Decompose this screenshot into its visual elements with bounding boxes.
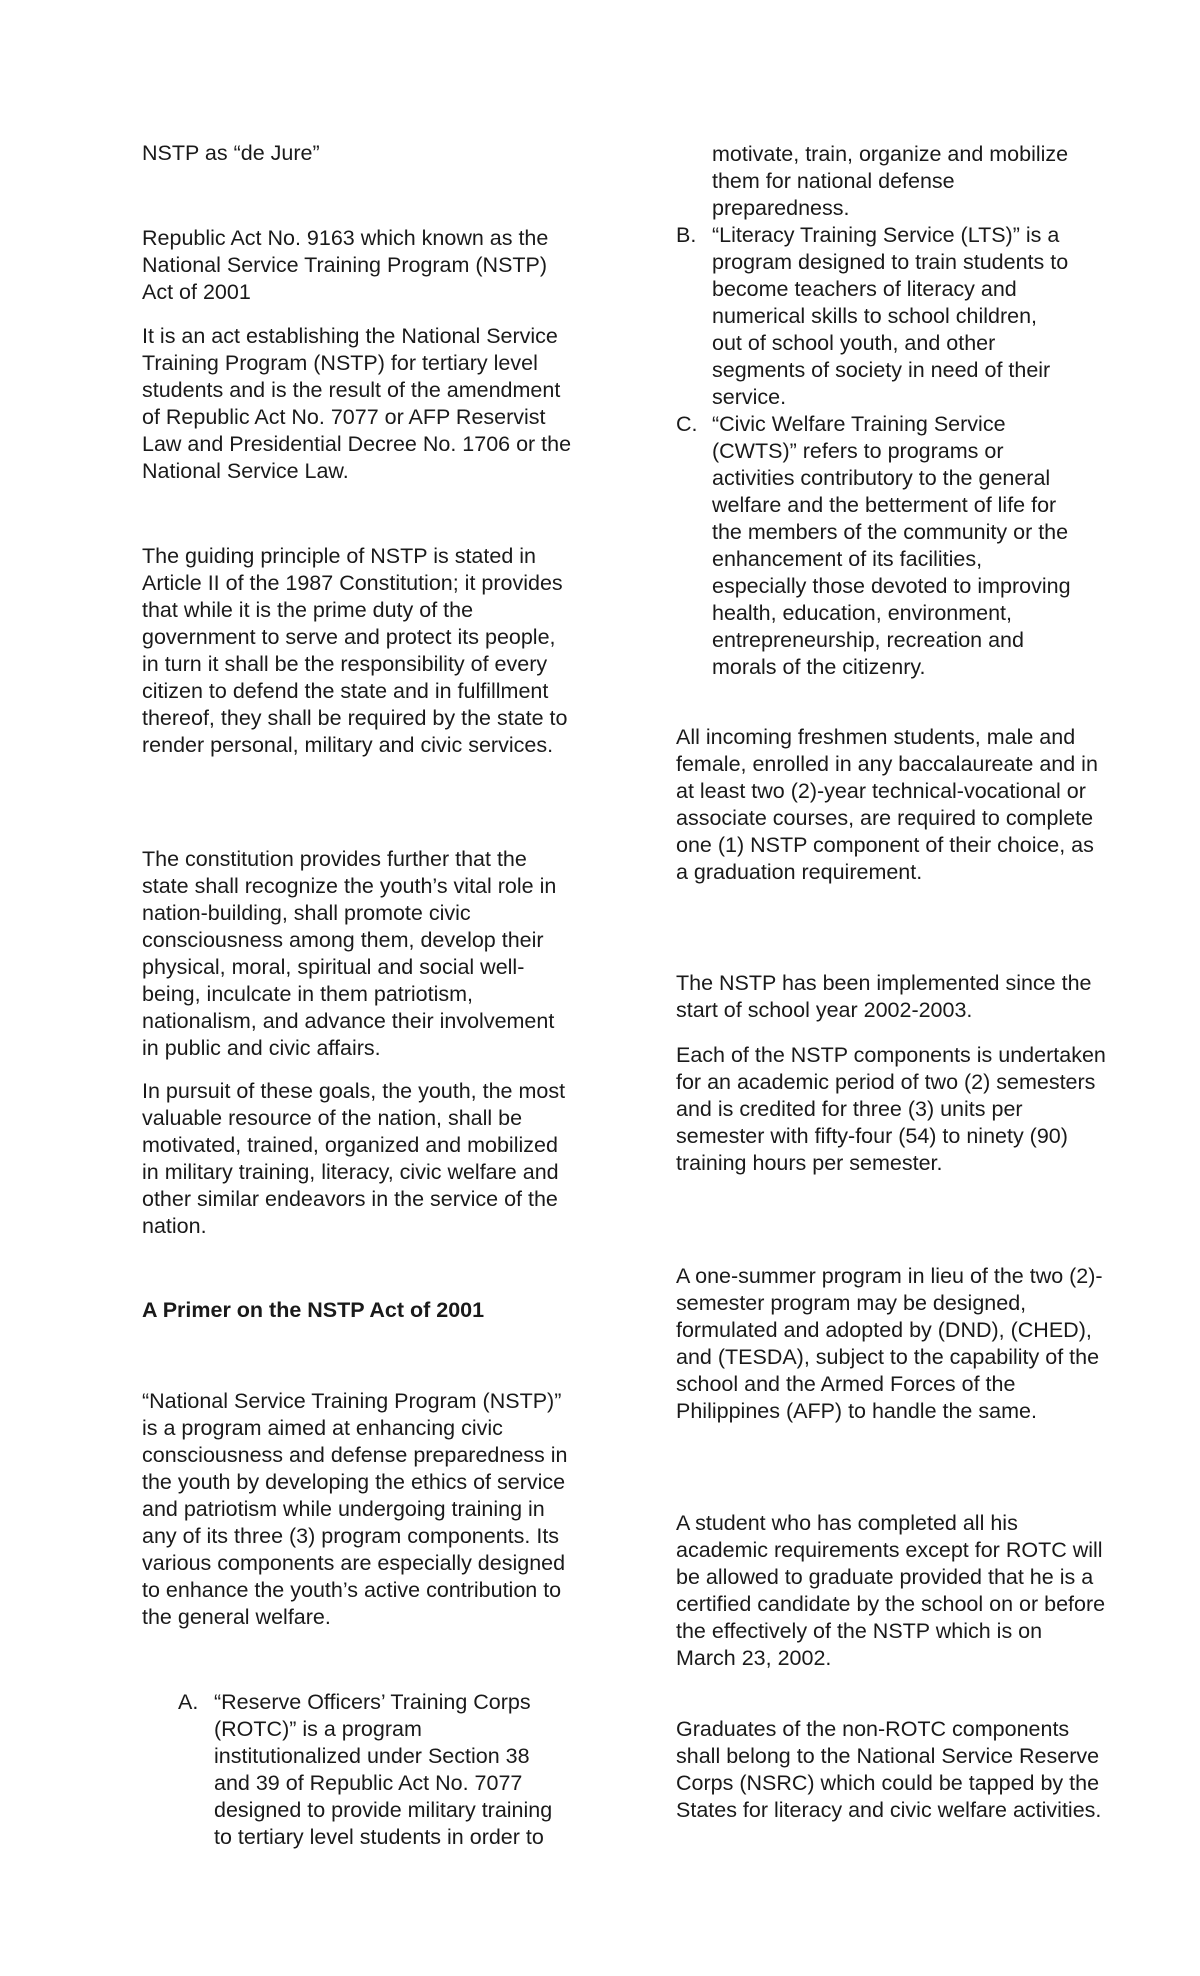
list-item-a-continued: motivate, train, organize and mobilize them for national defense preparedness. <box>712 142 1069 220</box>
list-text-b: “Literacy Training Service (LTS)” is a program designed to train students to become teachers of literacy and numerical skills to school children, out of school youth, and other segments of society in need of their service. <box>712 223 1069 409</box>
implemented-since-paragraph: The NSTP has been implemented since the start of school year 2002-2003. <box>676 971 1092 1022</box>
freshmen-requirement-paragraph: All incoming freshmen students, male and female, enrolled in any baccalaureate and in at least two (2)-year technical-vocational or associate courses, are required to complete one (1) NSTP component of their choice, as a graduation requirement. <box>676 725 1098 884</box>
list-marker-b: B. <box>676 223 697 247</box>
list-marker-a: A. <box>178 1690 199 1714</box>
graduates-non-rotc-paragraph: Graduates of the non-ROTC components shall belong to the National Service Reserve Corps (NSRC) which could be tapped by the States for literacy and civic welfare activities. <box>676 1717 1102 1822</box>
list-text-c: “Civic Welfare Training Service (CWTS)” refers to programs or activities contributory to the general welfare and the betterment of life for the members of the community or the enhancement of its facilities, especially those devoted to improving health, education, environment, entrepreneurship, recreation and morals of the citizenry. <box>712 412 1071 679</box>
pursuit-goals-paragraph: In pursuit of these goals, the youth, the most valuable resource of the nation, shall be motivated, trained, organized and mobilized in military training, literacy, civic welfare and other similar endeavors in the service of the nation. <box>142 1079 566 1238</box>
components-period-paragraph: Each of the NSTP components is undertaken for an academic period of two (2) semesters and is credited for three (3) units per semester with fifty-four (54) to ninety (90) training hours per semester. <box>676 1043 1106 1175</box>
one-summer-paragraph: A one-summer program in lieu of the two (2)-semester program may be designed, formulated and adopted by (DND), (CHED), and (TESDA), subject to the capability of the school and the Armed Forces of the Philippines (AFP) to handle the same. <box>676 1264 1103 1423</box>
rotc-student-paragraph: A student who has completed all his academic requirements except for ROTC will be allowed to graduate provided that he is a certified candidate by the school on or before the effectively of the NSTP which is on March 23, 2002. <box>676 1511 1106 1670</box>
constitution-further-paragraph: The constitution provides further that the state shall recognize the youth’s vital role in nation-building, shall promote civic consciousness among them, develop their physical, moral, spiritual and social well-being, inculcate in them patriotism, nationalism, and advance their involvement in public and civic affairs. <box>142 847 557 1060</box>
guiding-principle-paragraph: The guiding principle of NSTP is stated in Article II of the 1987 Constitution; it provides that while it is the prime duty of the government to serve and protect its people, in turn it shall be the responsibility of every citizen to defend the state and in fulfillment thereof, they shall be required by the state to render personal, military and civic services. <box>142 544 568 757</box>
document-title: NSTP as “de Jure” <box>142 141 320 165</box>
primer-heading: A Primer on the NSTP Act of 2001 <box>142 1298 485 1322</box>
list-marker-c: C. <box>676 412 698 436</box>
nstp-definition-paragraph: “National Service Training Program (NSTP)” is a program aimed at enhancing civic consciousness and defense preparedness in the youth by developing the ethics of service and patriotism while undergoing training in any of its three (3) program components. Its various components are especially designed to enhance the youth’s active contribution to the general welfare. <box>142 1389 568 1629</box>
act-description-paragraph: It is an act establishing the National Service Training Program (NSTP) for tertiary level students and is the result of the amendment of Republic Act No. 7077 or AFP Reservist Law and Presidential Decree No. 1706 or the National Service Law. <box>142 324 572 483</box>
list-text-a: “Reserve Officers’ Training Corps (ROTC)” is a program institutionalized under Section 38 and 39 of Republic Act No. 7077 designed to provide military training to tertiary level students in order to <box>214 1690 553 1849</box>
ra-intro-paragraph: Republic Act No. 9163 which known as the National Service Training Program (NSTP) Act of 2001 <box>142 226 549 304</box>
